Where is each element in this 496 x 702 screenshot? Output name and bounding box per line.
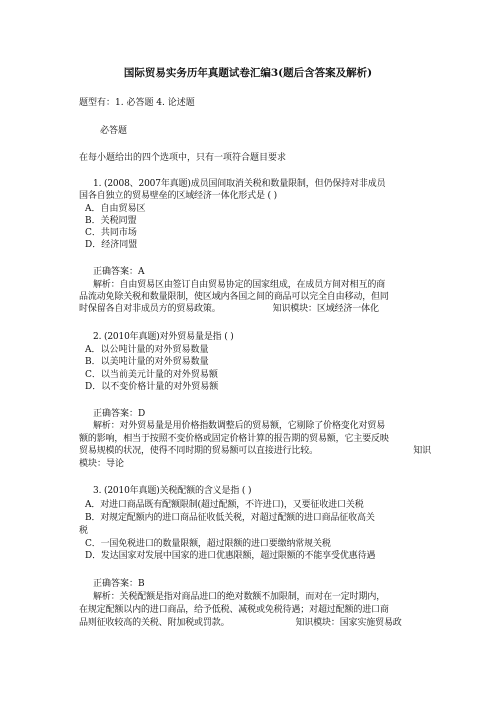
question-2-analysis-line-2: 额的影响，相当于按照不变价格或固定价格计算的报告期的贸易额，它主要反映 [79, 434, 389, 444]
answer-label: 正确答案： [93, 267, 139, 277]
question-1-answer [93, 266, 445, 278]
question-2-option-c: C．以当前美元计量的对外贸易额 [85, 370, 218, 380]
question-3-option-c: C．一国免税进口的数量限额，超过限额的进口要缴纳常规关税 [85, 539, 331, 549]
question-1-option-c: C．共同市场 [85, 228, 137, 238]
question-2-answer [93, 408, 445, 420]
question-3-analysis-line-1: 解析：关税配额是指对商品进口的绝对数额不加限制，而对在一定时期内， [93, 592, 386, 602]
question-1-analysis-line-2: 品流动免除关税和数量限制，使区域内各国之间的商品可以完全自由移动，但同 [79, 292, 389, 302]
question-1-option-a: A．自由贸易区 [85, 204, 146, 214]
question-3-option-d: D．发达国家对发展中国家的进口优惠限额，超过限额的不能享受优惠待遇 [85, 551, 376, 561]
question-2-knowledge-module: 模块：导论 [79, 459, 125, 469]
question-2-analysis-line-1: 解析：对外贸易量是用价格指数调整后的贸易额，它剔除了价格变化对贸易 [93, 421, 386, 431]
question-2-option-a: A．以公吨计量的对外贸易数量 [85, 345, 209, 355]
question-3-answer [93, 578, 445, 590]
question-3-analysis-line-2: 在规定配额以内的进口商品，给予低税、减税或免税待遇；对超过配额的进口商 [79, 605, 389, 615]
question-3-option-b-continued: 税 [79, 526, 89, 536]
knowledge-module: 知识模块：区域经济一体化 [272, 304, 379, 314]
question-1-analysis-line-1: 解析：自由贸易区由签订自由贸易协定的国家组成，在成员方间对相互的商 [93, 280, 386, 290]
question-1-option-b: B．关税同盟 [85, 216, 137, 226]
question-1-option-d: D．经济同盟 [85, 240, 138, 250]
answer-value: B [138, 579, 145, 589]
section-heading: 必答题 [100, 126, 128, 136]
analysis-text: 时保留各自对非成员方的贸易政策。 [79, 304, 221, 314]
question-2-analysis-line-3 [79, 445, 431, 457]
question-3-stem-line-1: 3. (2010年真题)关税配额的含义是指 ( ) [93, 486, 252, 496]
question-2-stem-line-1: 2. (2010年真题)对外贸易量是指 ( ) [93, 332, 234, 342]
question-3-analysis-line-3 [79, 617, 431, 629]
section-instruction: 在每小题给出的四个选项中，只有一项符合题目要求 [79, 153, 287, 163]
question-1-analysis-line-3 [79, 303, 431, 315]
question-2-option-b: B．以美吨计量的对外贸易数量 [85, 357, 209, 367]
answer-value: A [138, 267, 145, 277]
question-3-option-a: A．对进口商品既有配额限制(超过配额，不许进口)，又要征收进口关税 [85, 500, 364, 510]
answer-value: D [138, 409, 146, 419]
question-1-stem-line-2: 国各自独立的贸易壁垒的区域经济一体化形式是 ( ) [79, 191, 277, 201]
analysis-text: 贸易规模的状况，使得不同时期的贸易额可以直接进行比较。 [79, 446, 318, 456]
document-title: 国际贸易实务历年真题试卷汇编3(题后含答案及解析) [123, 67, 373, 79]
answer-label: 正确答案： [93, 579, 139, 589]
knowledge-module: 知识模块：国家实施贸易政 [295, 618, 402, 628]
question-1-stem-line-1: 1. (2008、2007年真题)成员国间取消关税和数量限制，但仍保持对非成员 [93, 179, 386, 189]
knowledge-prefix: 知识 [413, 446, 431, 456]
question-3-option-b: B．对规定配额内的进口商品征收低关税，对超过配额的进口商品征收高关 [85, 513, 375, 523]
analysis-text: 品则征收较高的关税、附加税或罚款。 [79, 618, 230, 628]
answer-label: 正确答案： [93, 409, 139, 419]
question-2-option-d: D．以不变价格计量的对外贸易额 [85, 382, 219, 392]
question-types-line: 题型有：1. 必答题 4. 论述题 [79, 98, 195, 108]
